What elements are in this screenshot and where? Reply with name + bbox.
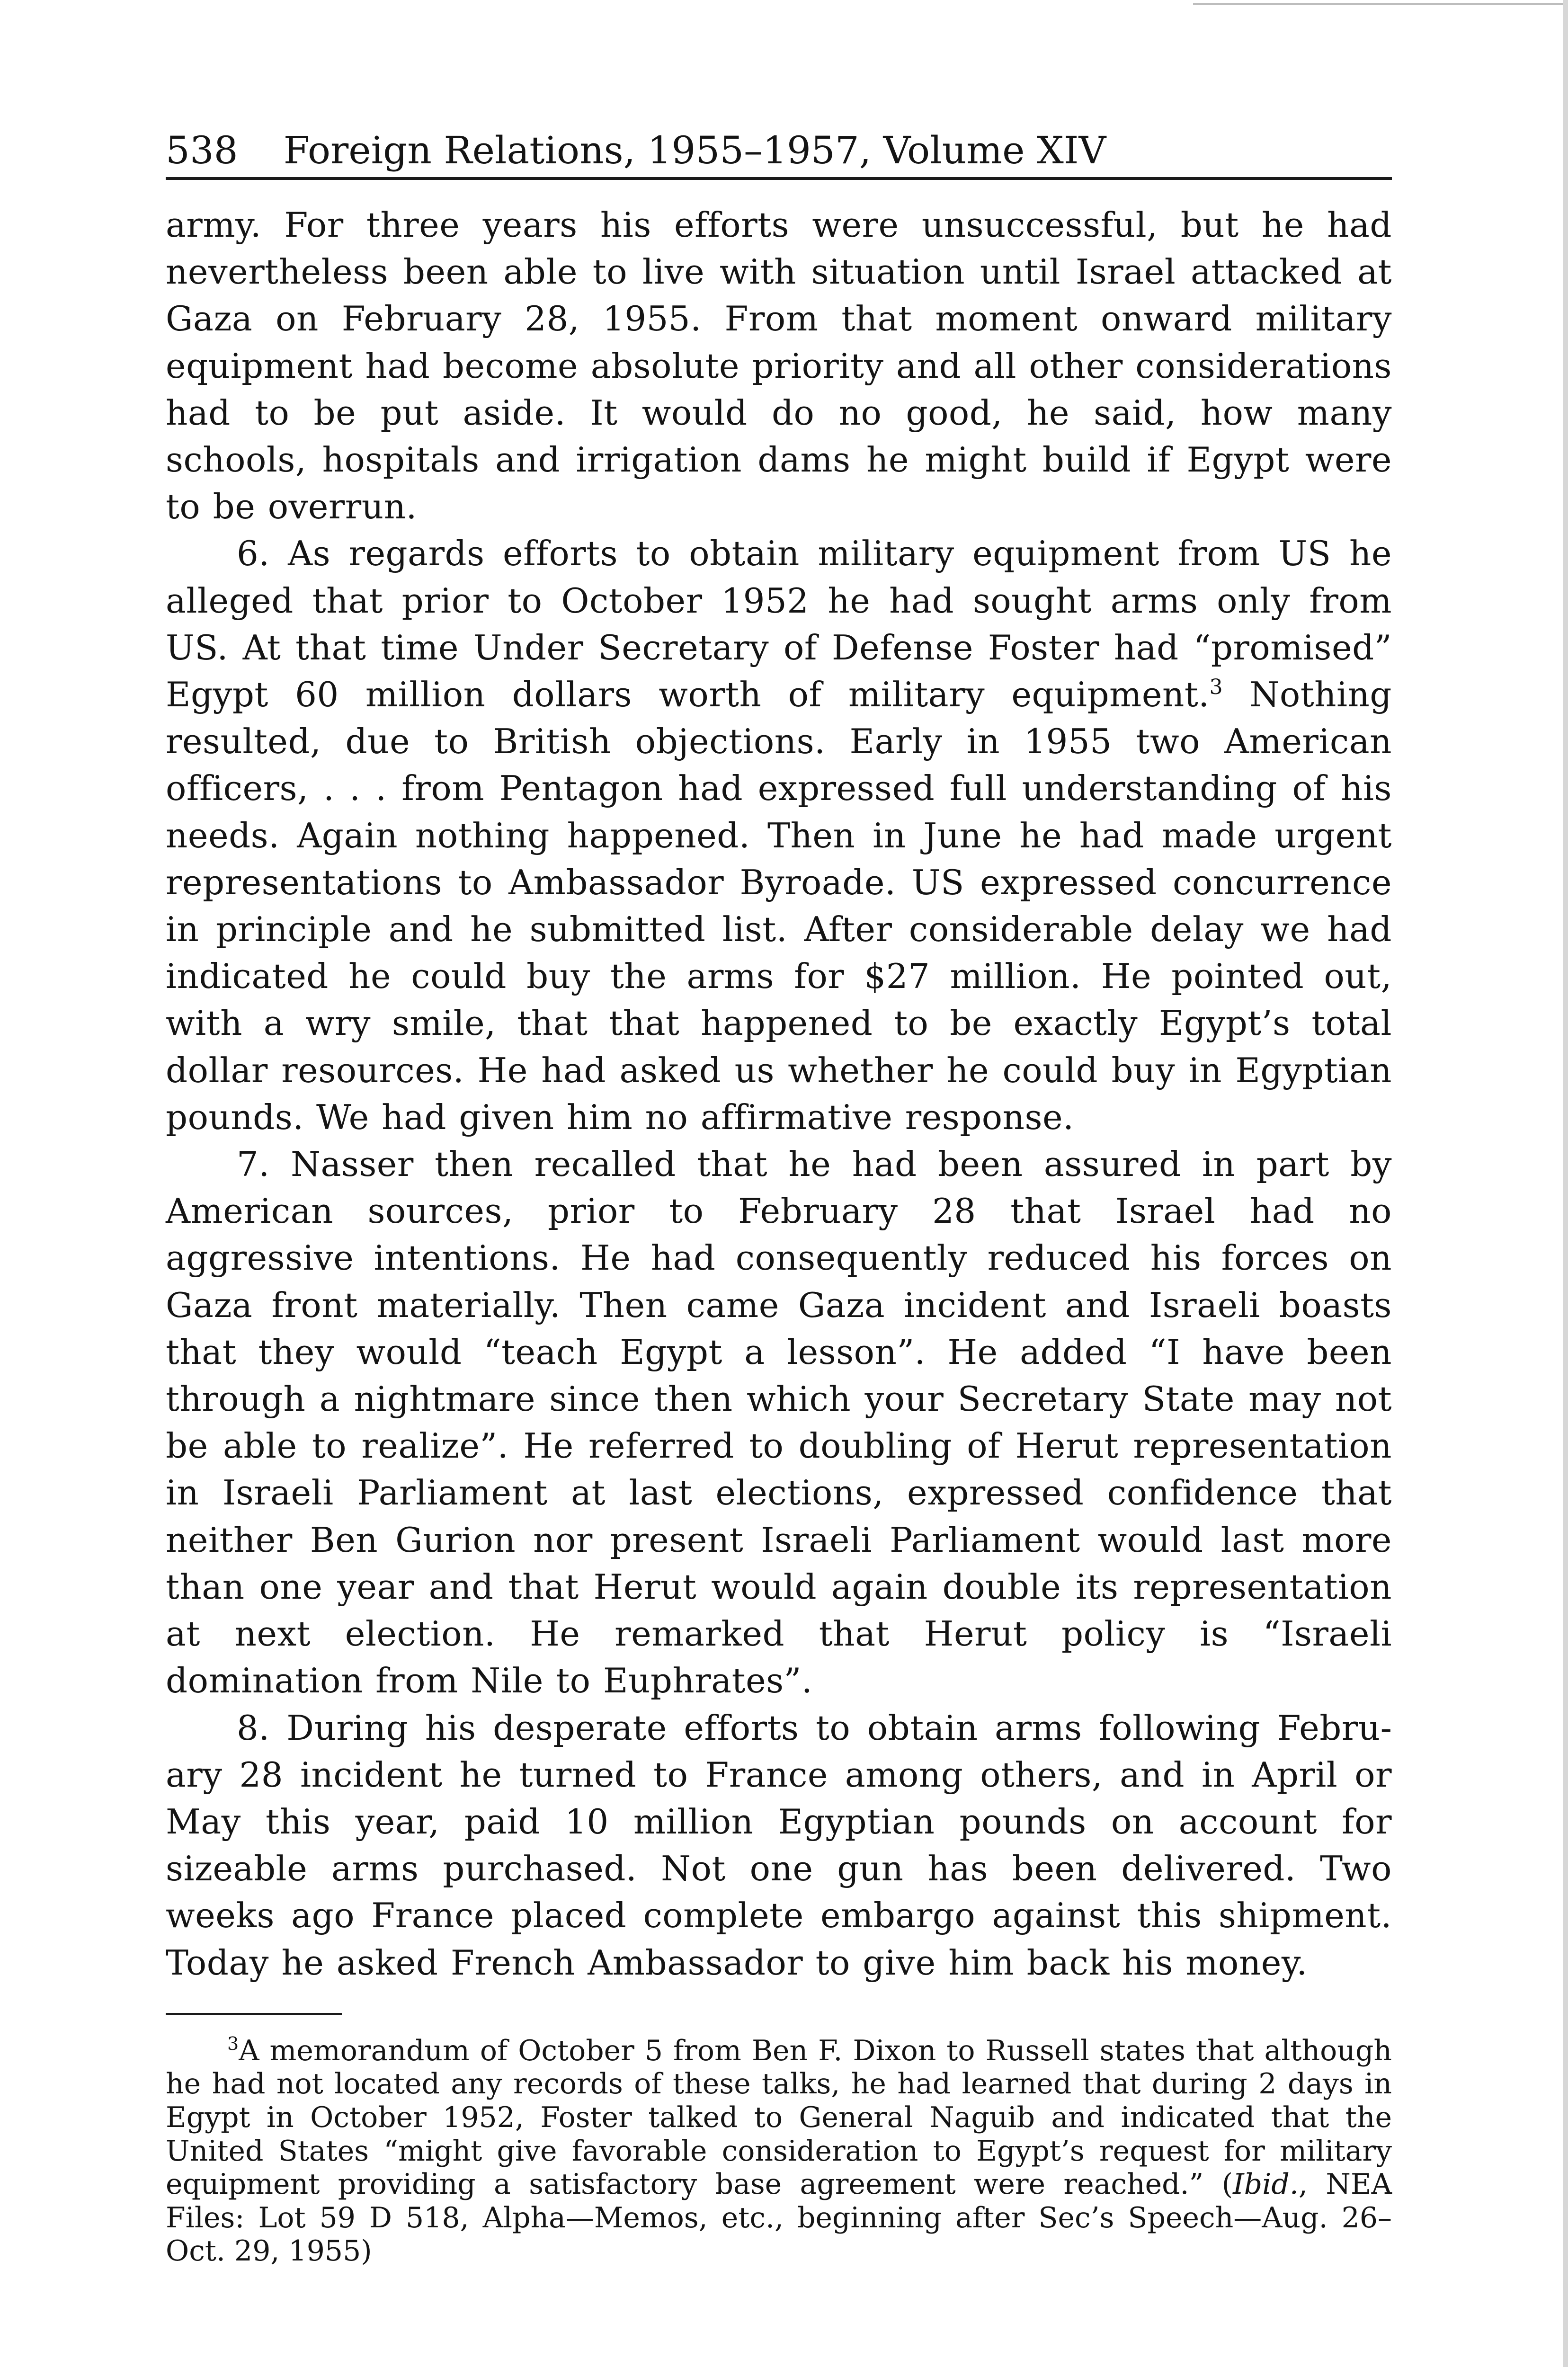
running-title: Foreign Relations, 1955–1957, Volume XIV: [283, 128, 1106, 172]
footnote-3: [166, 2034, 1392, 2268]
paragraph-continued: army. For three years his efforts were unsuccessful, but he had nevertheless been able to live with situation until Israel attacked at Gaza on February 28, 1955. From that moment onward military equipment had become absolute priority and all other considerations had to be put aside. It would do no good, he said, how many schools, hospitals and irrigation dams he might build if Egypt were to be overrun.: [166, 205, 1392, 527]
paragraph-7: 7. Nasser then recalled that he had been assured in part by American sources, prior to February 28 that Israel had no aggressive intentions. He had consequently reduced his forces on Gaza front materially. Then came Gaza incident and Israeli boasts that they would “teach Egypt a lesson”. He added “I have been through a nightmare since then which your Secretary State may not be able to realize”. He referred to doubling of Herut representation in Israeli Parliament at last elections, expressed confidence that neither Ben Gurion nor present Israeli Parliament would last more than one year and that Herut would again double its representation at next election. He remarked that Herut policy is “Israeli domination from Nile to Euphrates”.: [166, 1144, 1392, 1701]
footnote-marker: 3: [227, 2033, 239, 2054]
footnote-divider: [166, 2013, 342, 2015]
scan-edge-right: [1563, 0, 1568, 2367]
footnote-ibid: Ibid.: [1233, 2168, 1299, 2201]
footnote-text-after: , NEA Files: Lot 59 D 518, Alpha—Memos, etc., beginning after Sec’s Speech—Aug. 26–Oct. 29, 1955): [166, 2168, 1392, 2268]
paragraph-6-text-before: 6. As regards efforts to obtain military equipment from US he alleged that prior to October 1952 he had sought arms only from US. At that time Under Secretary of Defense Foster had “promised” Egypt 60 million dollars worth of military equipment.: [166, 534, 1392, 715]
paragraph-6-text-after: Nothing resulted, due to British objections. Early in 1955 two American officers, . . . from Pentagon had expressed full understanding of his needs. Again nothing happened. Then in June he had made urgent representations to Ambassador Byroade. US expressed concurrence in principle and he submitted list. After considerable delay we had indicated he could buy the arms for $27 million. He pointed out, with a wry smile, that that happened to be exactly Egypt’s total dollar resources. He had asked us whether he could buy in Egyptian pounds. We had given him no affirmative response.: [166, 675, 1392, 1137]
footnote-reference-3[interactable]: 3: [1209, 675, 1223, 700]
running-head: [166, 128, 1392, 180]
footnote-text-before: A memorandum of October 5 from Ben F. Dixon to Russell states that although he had not located any records of these talks, he had learned that during 2 days in Egypt in October 1952, Foster talked to General Naguib and indicated that the United States “might give favorable consideration to Egypt’s request for military equipment providing a satisfactory base agreement were reached.” (: [166, 2034, 1392, 2201]
scan-edge-top: [1193, 3, 1568, 5]
body-text: [166, 202, 1392, 1986]
page-number: 538: [166, 128, 238, 172]
paragraph-8: 8. During his desperate efforts to obtain arms following February 28 incident he turned to France among others, and in April or May this year, paid 10 million Egyptian pounds on account for sizeable arms purchased. Not one gun has been delivered. Two weeks ago France placed complete embargo against this shipment. Today he asked French Ambassador to give him back his money.: [166, 1708, 1392, 1983]
paragraph-6: [166, 530, 1392, 1141]
document-page: [166, 128, 1392, 2268]
